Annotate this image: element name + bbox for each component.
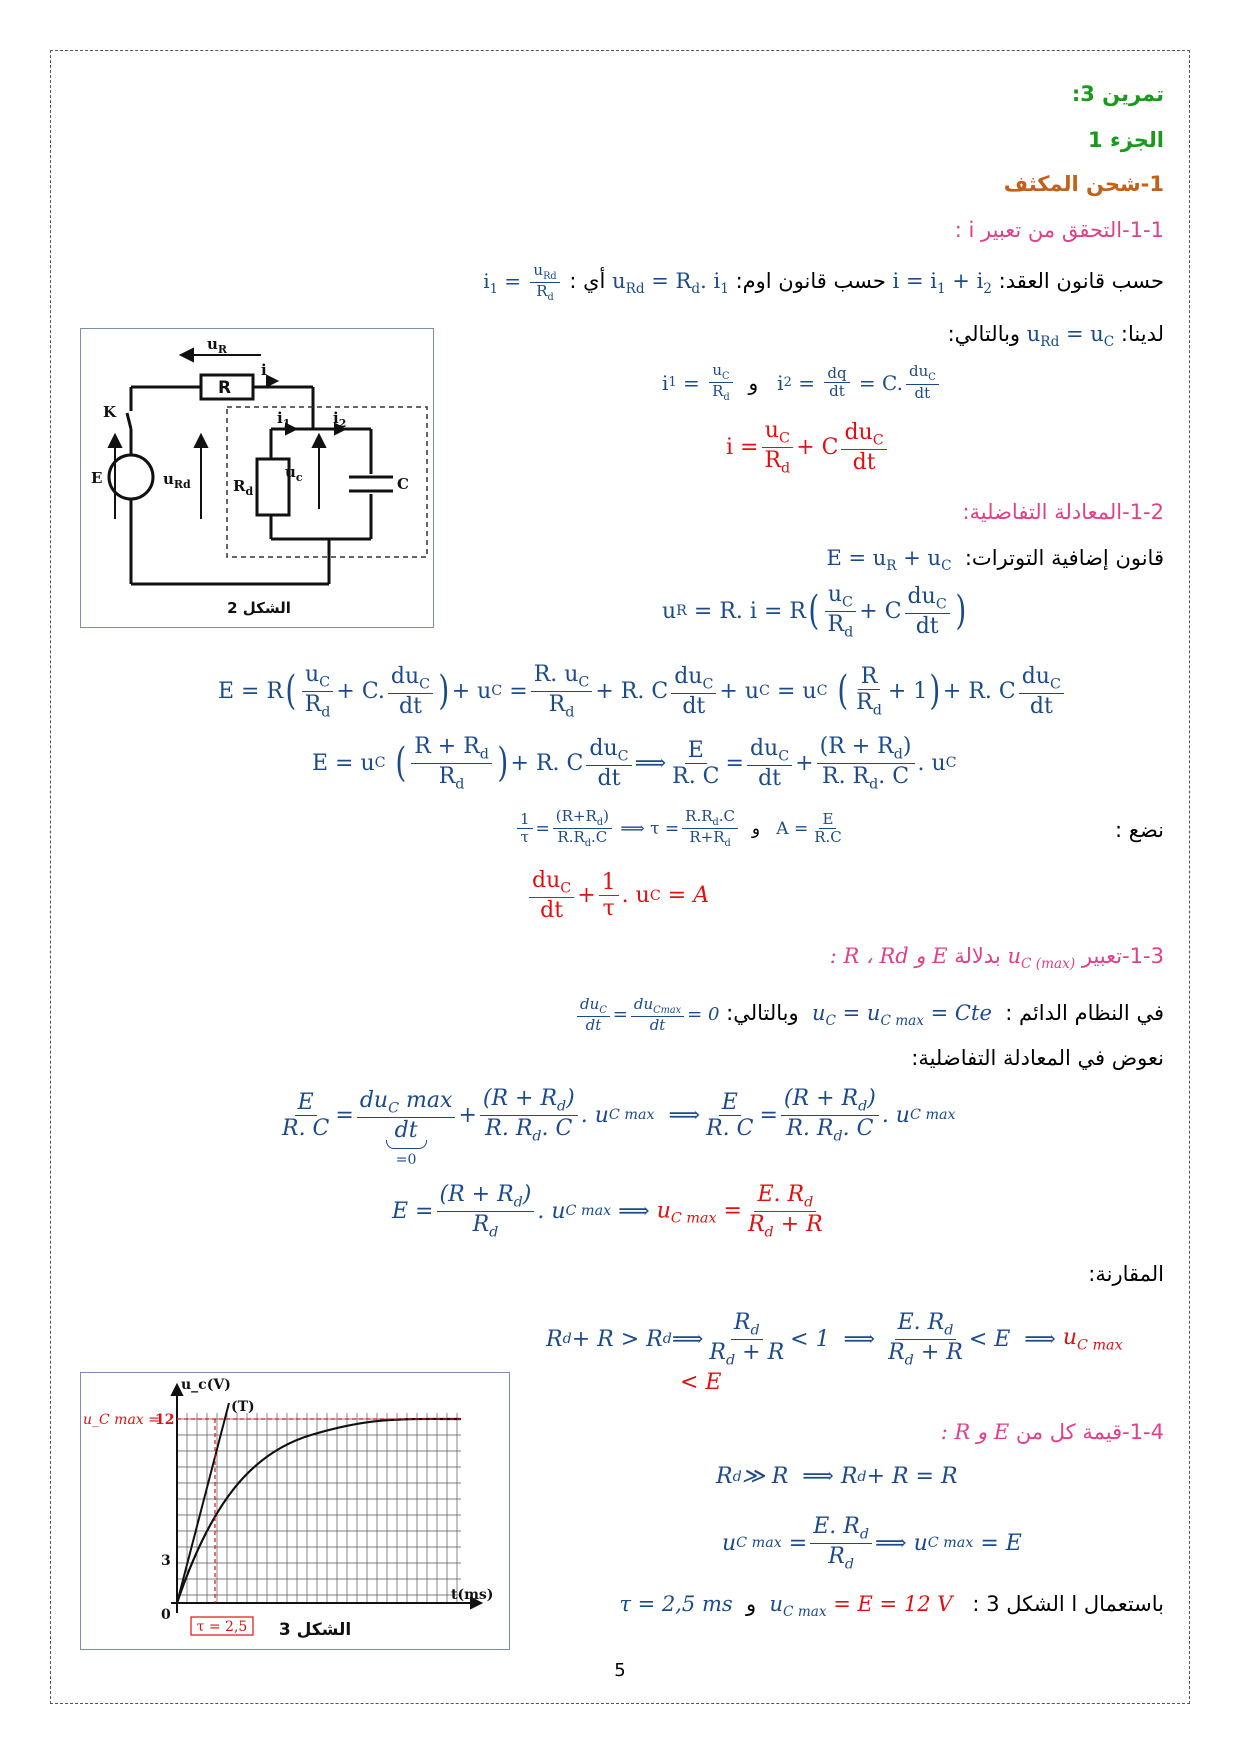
s14-last: باستعمال ا الشكل 3 : $u_{C max} = E = 12$ V و τ = 2,5 ms xyxy=(619,1592,1164,1621)
graph-origin: 0 xyxy=(161,1607,171,1623)
svg-text:C: C xyxy=(397,475,409,493)
eq-i-result: i = $u_C$ $R_d$ + C $du_C$ dt xyxy=(726,418,890,477)
s14-title: 1-4-قيمة كل من E و R : xyxy=(940,1420,1164,1444)
eq-E-expand: E = R ( $u_C$ $R_d$ + C. $du_C$ dt ) + u C = R. $u_C$ $R_d$ + R. C $du_C$ dt + u C = u C ( R $R_d$ + 1 ) + R. C $du_C$ dt xyxy=(218,662,1067,721)
figure3-caption: الشكل 3 xyxy=(278,1620,352,1640)
svg-text:i: i xyxy=(261,361,267,379)
s13-line2: نعوض في المعادلة التفاضلية: xyxy=(911,1046,1164,1070)
graph-tick-3: 3 xyxy=(161,1553,171,1569)
graph-y-axis-label: u_c(V) xyxy=(181,1377,231,1393)
charging-graph xyxy=(81,1373,509,1649)
s13-title: 1-3-تعبير $u_{C (max)}$ بدلالة E و R ، Rd : xyxy=(829,944,1164,973)
section1-title: 1-شحن المكثف xyxy=(1003,172,1164,196)
s11-line1: حسب قانون العقد: $i = i_1 + i_2$ حسب قانون اوم: $u_{Rd} = R_d$. $i_1$ أي : $i_1$ = $u_{Rd}$ $R_d$ xyxy=(483,261,1164,304)
svg-text:uR: $u_R$ xyxy=(207,335,228,356)
exercise-title: تمرين 3: xyxy=(1071,82,1164,106)
svg-text:K: K xyxy=(103,403,117,421)
s11-line2: لدينا: $u_{Rd} = u_C$ وبالتالي: xyxy=(947,322,1164,351)
eq-comparison: R d + R > R d ⟹ $R_d$ $R_d + R$ < 1 ⟹ E. $R_d$ $R_d + R$ < E ⟹ $u_{C max}$ xyxy=(546,1310,1123,1369)
circuit-diagram xyxy=(81,329,433,627)
eq-E-factor: E = u C ( $R + R_d$ $R_d$ ) + R. C $du_C$ dt ⟹ E R. C = $du_C$ dt + $(R + R_d)$ R. $R_d$. C . u C xyxy=(312,734,957,793)
eq-steady-state: E R. C = $du_C$ max dt =0 + $(R + R_d)$ R. $R_d$. C . u C max ⟹ E R. C = $(R + R_d)$ R. $R_d$. C . u C max xyxy=(282,1086,956,1168)
figure2-caption: الشكل 2 xyxy=(227,599,291,617)
graph-tau-label: τ = 2,5 xyxy=(196,1619,248,1635)
eq-ucmax: E = $(R + R_d)$ $R_d$ . u C max ⟹ $u_{C max}$ = $\frac{E. R_d}{R_d + R}$ xyxy=(392,1182,823,1241)
svg-text:Rd: $R_d$ xyxy=(233,477,254,498)
s13-line1: في النظام الدائم : $u_C = u_{C max}$ = Cte وبالتالي: $du_C$ dt = $du_{Cmax}$ dt = 0 xyxy=(574,996,1164,1034)
svg-text:E: E xyxy=(91,469,103,487)
s12-put: نضع : xyxy=(1115,818,1164,842)
graph-tick-12: 12 xyxy=(155,1412,175,1428)
eq-comparison-end: < E xyxy=(680,1370,722,1395)
svg-text:i2: $i_2$ xyxy=(333,409,347,430)
eq-i1-i2: i 1 = $u_C$ $R_d$ و i 2 = dq dt = C. $du_C$ dt xyxy=(662,362,942,403)
compare-label: المقارنة: xyxy=(1088,1262,1164,1286)
eq-differential: $du_C$ dt + 1 τ . u C = A xyxy=(526,868,709,923)
svg-text:R: R xyxy=(218,378,232,398)
graph-tangent-label: (T) xyxy=(231,1399,255,1415)
graph-ucmax-label: u_C max = xyxy=(83,1412,160,1428)
graph-figure xyxy=(80,1372,510,1650)
page-number: 5 xyxy=(614,1660,626,1681)
s12-line1: قانون إضافية التوترات: $E = u_R + u_C$ xyxy=(826,546,1164,575)
svg-text:uRd: $u_{Rd}$ xyxy=(163,470,191,491)
eq-tau-A: 1 τ = $(R+R_d)$ $R.R_d.C$ ⟹ τ = $R.R_d.C$ $R+R_d$ و A = E R.C xyxy=(514,808,848,849)
circuit-figure xyxy=(80,328,434,628)
part-title: الجزء 1 xyxy=(1088,128,1164,152)
s12-title: 1-2-المعادلة التفاضلية: xyxy=(962,500,1164,524)
svg-text:i1: $i_1$ xyxy=(277,409,291,430)
eq-rd-approx: R d ≫ R ⟹ R d + R = R xyxy=(716,1464,958,1489)
eq-ucmax-E: u C max = E. $R_d$ $R_d$ ⟹ u C max = E xyxy=(722,1514,1022,1573)
svg-text:uc: $u_c$ xyxy=(285,463,303,484)
s11-title: 1-1-التحقق من تعبير i : xyxy=(954,218,1164,242)
graph-x-axis-label: t(ms) xyxy=(451,1587,494,1603)
eq-uR: u R = R. i = R ( $u_C$ $R_d$ + C $du_C$ dt ) xyxy=(662,582,967,641)
